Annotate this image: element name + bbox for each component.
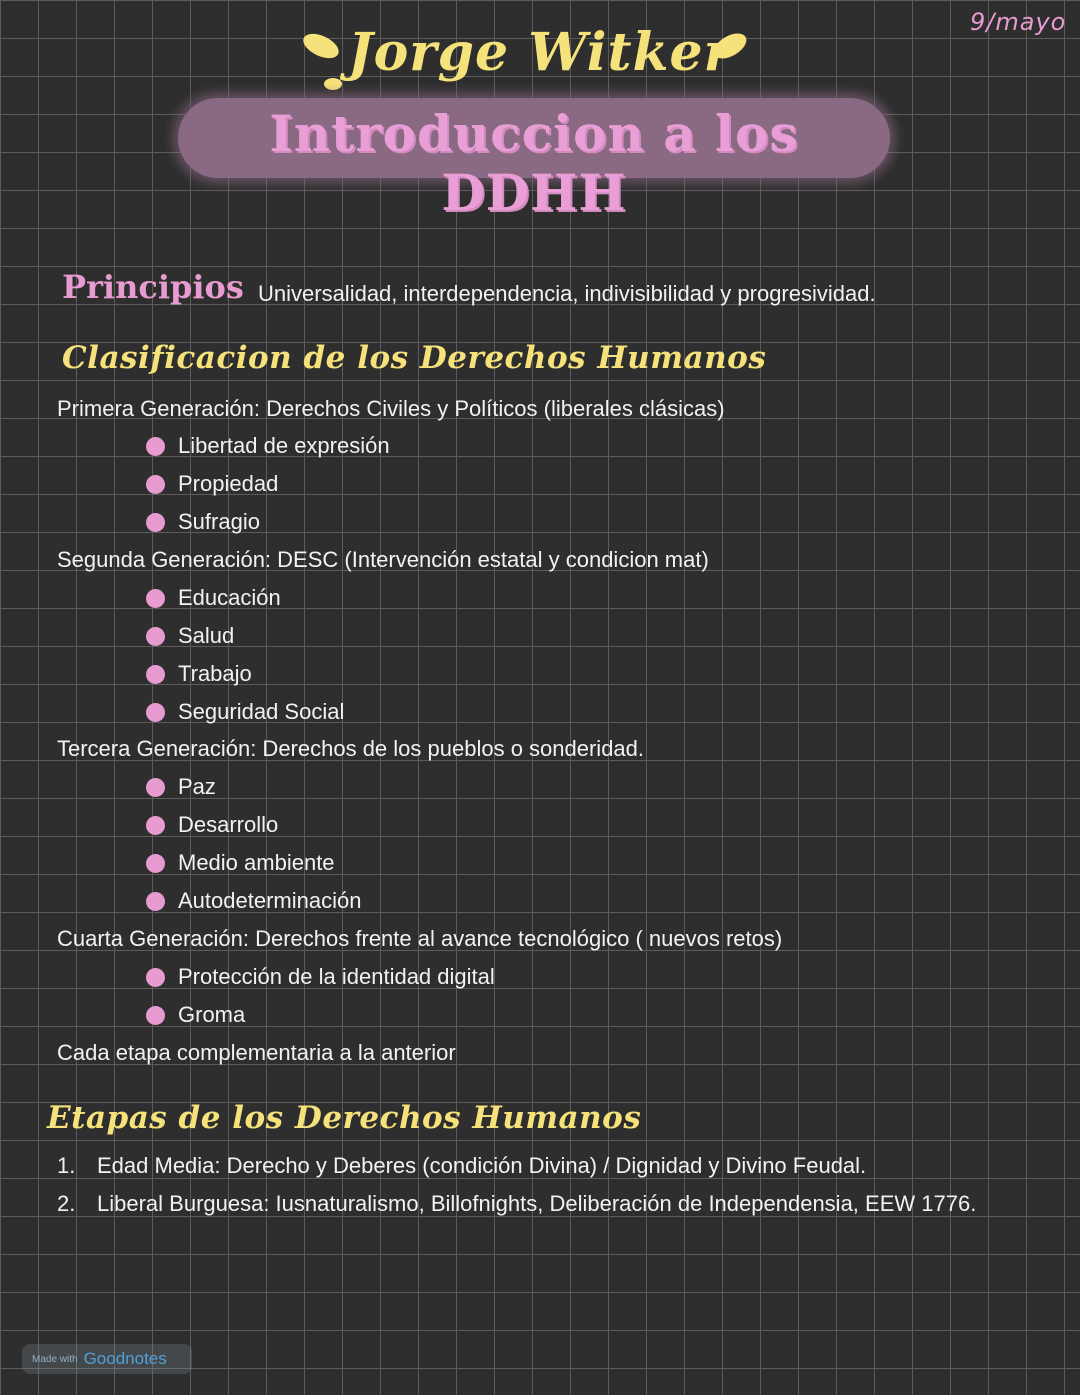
bullet-dot-icon bbox=[146, 778, 165, 797]
list-item: Sufragio bbox=[146, 509, 260, 535]
bullet-dot-icon bbox=[146, 437, 165, 456]
item-number: 1. bbox=[57, 1153, 76, 1178]
clasificacion-heading: Clasificacion de los Derechos Humanos bbox=[62, 340, 767, 376]
bullet-dot-icon bbox=[146, 816, 165, 835]
item-number: 2. bbox=[57, 1191, 76, 1216]
bullet-dot-icon bbox=[146, 892, 165, 911]
generation-label: Segunda Generación: DESC (Intervención estatal y condicion mat) bbox=[57, 547, 709, 572]
bullet-dot-icon bbox=[146, 627, 165, 646]
page-title: Introduccion a los DDHH bbox=[269, 104, 799, 222]
bullet-dot-icon bbox=[146, 968, 165, 987]
clasificacion-note: Cada etapa complementaria a la anterior bbox=[57, 1040, 456, 1065]
list-item: Educación bbox=[146, 585, 281, 611]
list-item: Propiedad bbox=[146, 471, 278, 497]
list-item bbox=[57, 1147, 987, 1185]
principios-label: Principios bbox=[62, 268, 244, 306]
list-item: Trabajo bbox=[146, 661, 252, 687]
generation-label: Cuarta Generación: Derechos frente al avance tecnológico ( nuevos retos) bbox=[57, 926, 783, 951]
bullet-dot-icon bbox=[146, 703, 165, 722]
list-item: Paz bbox=[146, 774, 216, 800]
list-item: Medio ambiente bbox=[146, 850, 335, 876]
list-item: Protección de la identidad digital bbox=[146, 964, 495, 990]
list-item: Libertad de expresión bbox=[146, 433, 390, 459]
etapas-heading: Etapas de los Derechos Humanos bbox=[47, 1100, 642, 1136]
item-text: Liberal Burguesa: Iusnaturalismo, Billofnights, Deliberación de Independensia, EEW 1776. bbox=[97, 1191, 977, 1216]
goodnotes-badge bbox=[22, 1344, 192, 1374]
bullet-dot-icon bbox=[146, 475, 165, 494]
principios-text: Universalidad, interdependencia, indivisibilidad y progresividad. bbox=[258, 281, 876, 306]
list-item: Salud bbox=[146, 623, 234, 649]
item-text: Edad Media: Derecho y Deberes (condición Divina) / Dignidad y Divino Feudal. bbox=[97, 1153, 867, 1178]
list-item: Autodeterminación bbox=[146, 888, 361, 914]
bullet-dot-icon bbox=[146, 665, 165, 684]
bullet-dot-icon bbox=[146, 513, 165, 532]
list-item bbox=[57, 1185, 987, 1223]
made-with-label: Made with bbox=[32, 1353, 78, 1365]
bullet-dot-icon bbox=[146, 854, 165, 873]
bullet-dot-icon bbox=[146, 1006, 165, 1025]
list-item: Desarrollo bbox=[146, 812, 278, 838]
generation-label: Tercera Generación: Derechos de los pueblos o sonderidad. bbox=[57, 736, 645, 761]
list-item: Groma bbox=[146, 1002, 245, 1028]
goodnotes-logo: Goodnotes bbox=[83, 1349, 167, 1368]
author-title: Jorge Witker bbox=[348, 22, 732, 83]
list-item: Seguridad Social bbox=[146, 699, 344, 725]
generation-label: Primera Generación: Derechos Civiles y Políticos (liberales clásicas) bbox=[57, 396, 725, 421]
bullet-dot-icon bbox=[146, 589, 165, 608]
date-label: 9/mayo bbox=[970, 8, 1067, 36]
